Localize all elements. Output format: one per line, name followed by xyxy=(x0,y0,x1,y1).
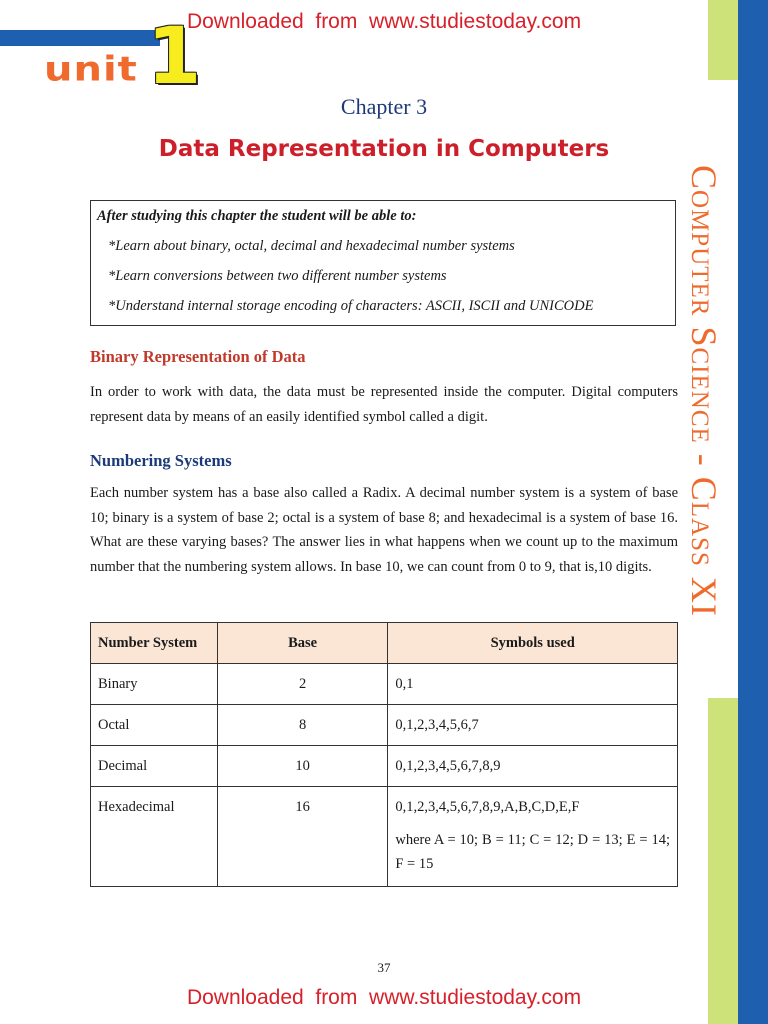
cell-symbols: 0,1,2,3,4,5,6,7 xyxy=(388,705,678,746)
cell-system: Octal xyxy=(91,705,218,746)
column-header-base: Base xyxy=(217,623,387,664)
section-heading-binary: Binary Representation of Data xyxy=(90,347,306,366)
objectives-box xyxy=(90,200,676,326)
objective-item: *Understand internal storage encoding of characters: ASCII, ISCII and UNICODE xyxy=(108,298,594,314)
hex-note: where A = 10; B = 11; C = 12; D = 13; E = 14; F = 15 xyxy=(395,832,670,872)
objective-item: *Learn conversions between two different number systems xyxy=(108,268,447,284)
section-paragraph-numbering: Each number system has a base also called a Radix. A decimal number system is a system of base 10; binary is a system of base 2; octal is a system of base 8; and hexadecimal is a system of base 16. What are these varying bases? The answer lies in what happens when we count up to the maximum number that the numbering system allows. In base 10, we can count from 0 to 9, that is,10 digits. xyxy=(90,485,678,575)
objective-item: *Learn about binary, octal, decimal and hexadecimal number systems xyxy=(108,238,515,254)
cell-base: 2 xyxy=(217,664,387,705)
cell-system: Decimal xyxy=(91,746,218,787)
cell-symbols: 0,1 xyxy=(388,664,678,705)
section-paragraph-binary: In order to work with data, the data must be represented inside the computer. Digital computers represent data by means of an easily identified symbol called a digit. xyxy=(90,384,678,425)
cell-system: Hexadecimal xyxy=(91,787,218,887)
cell-base: 10 xyxy=(217,746,387,787)
cell-system: Binary xyxy=(91,664,218,705)
unit-label: unit xyxy=(44,49,138,89)
chapter-label: Chapter 3 xyxy=(340,94,428,119)
unit-number: 1 xyxy=(147,12,202,102)
column-header-symbols: Symbols used xyxy=(388,623,678,664)
table-row xyxy=(91,664,678,705)
section-heading-numbering: Numbering Systems xyxy=(90,451,232,470)
cell-base: 16 xyxy=(217,787,387,887)
table-row xyxy=(91,705,678,746)
hex-symbols: 0,1,2,3,4,5,6,7,8,9,A,B,C,D,E,F xyxy=(395,799,580,815)
objectives-heading: After studying this chapter the student will be able to: xyxy=(97,208,417,224)
side-title: Computer Science - Class XI xyxy=(684,165,724,617)
table-header-row xyxy=(91,623,678,664)
column-header-system: Number System xyxy=(91,623,218,664)
download-banner-bottom[interactable]: Downloaded from www.studiestoday.com xyxy=(186,986,582,1009)
page-number: 37 xyxy=(377,960,391,975)
table-row xyxy=(91,787,678,887)
cell-symbols: 0,1,2,3,4,5,6,7,8,9 xyxy=(388,746,678,787)
cell-symbols-hex xyxy=(388,787,678,887)
cell-base: 8 xyxy=(217,705,387,746)
table-row xyxy=(91,746,678,787)
download-banner-top[interactable]: Downloaded from www.studiestoday.com xyxy=(186,10,582,33)
number-systems-table xyxy=(90,622,678,887)
page-title: Data Representation in Computers xyxy=(158,136,610,162)
